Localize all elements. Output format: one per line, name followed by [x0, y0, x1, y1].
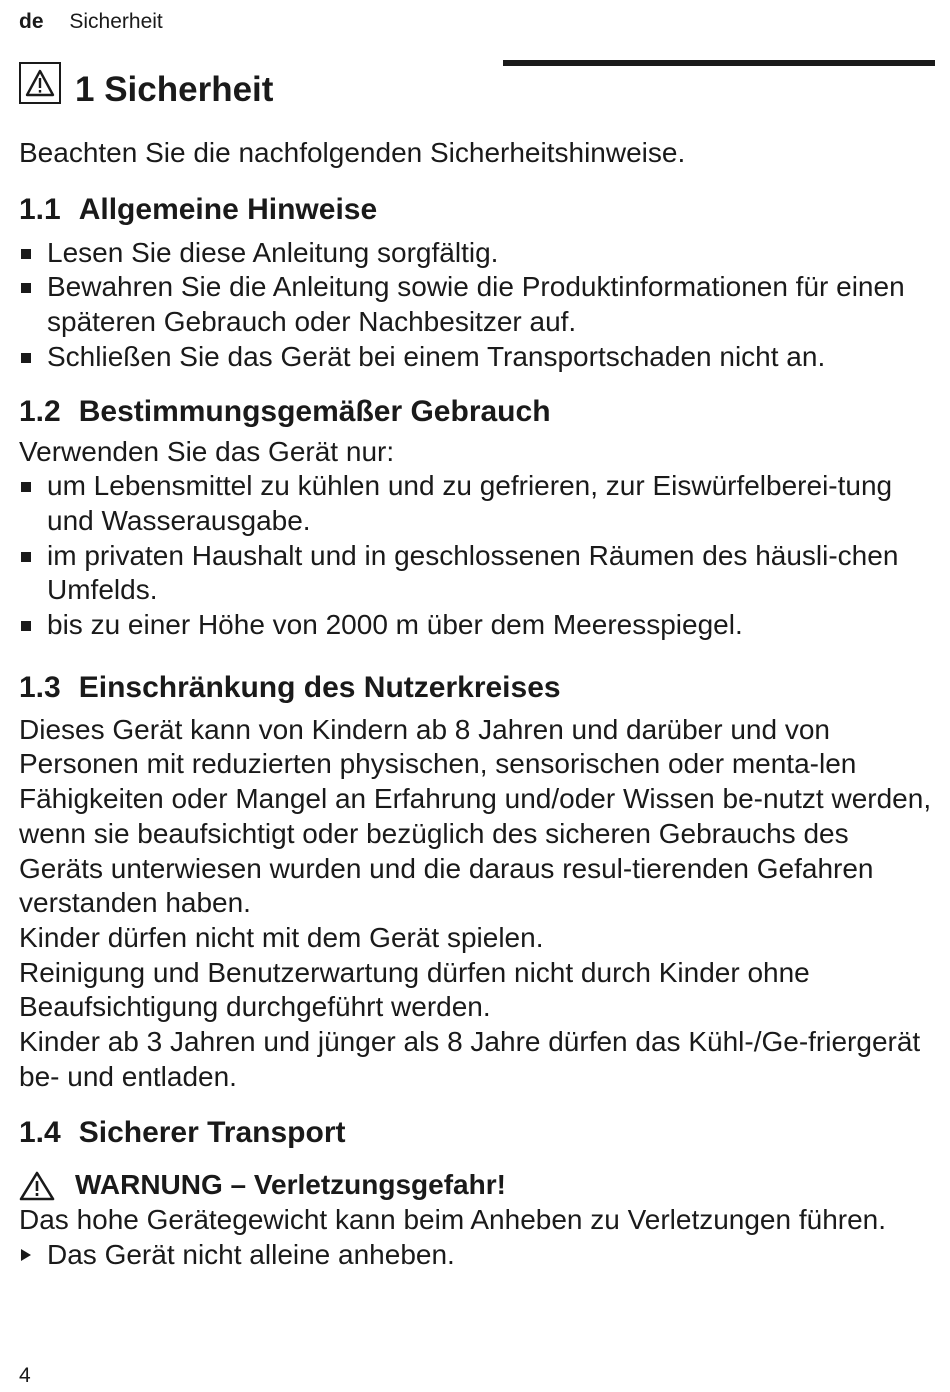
- action-item: [19, 1238, 934, 1273]
- user-restriction-text: [19, 713, 934, 1095]
- section-title: Allgemeine Hinweise: [78, 192, 378, 226]
- chapter-title: [75, 70, 273, 110]
- list-item-text: Schließen Sie das Gerät bei einem Transportschaden nicht an.: [47, 340, 826, 372]
- warning-description: Das hohe Gerätegewicht kann beim Anheben zu Verletzungen führen.: [19, 1204, 887, 1236]
- section-1-1-heading: [19, 192, 934, 228]
- list-item-text: bis zu einer Höhe von 2000 m über dem Meeresspiegel.: [47, 609, 743, 641]
- section-1-3-heading: [19, 670, 934, 706]
- section-number: 1.1: [19, 192, 61, 226]
- list-item-text: im privaten Haushalt und in geschlossenen Räumen des häusli-chen Umfelds.: [47, 539, 899, 606]
- bullet-icon: [21, 353, 31, 363]
- list-item: [19, 539, 934, 608]
- section-title: Einschränkung des Nutzerkreises: [78, 670, 561, 704]
- list-item: [19, 340, 934, 375]
- paragraph: Dieses Gerät kann von Kindern ab 8 Jahren und darüber und von Personen mit reduzierten physischen, sensorischen oder menta-len Fähigkeiten oder Mangel an Erfahrung und/oder Wissen be-nutzt werden, wenn sie beaufsichtigt oder bezüglich des sicheren Gebrauchs des Geräts unterwiesen wurden und die daraus resul-tierenden Gefahren verstanden haben.: [19, 713, 932, 919]
- intro-text: Beachten Sie die nachfolgenden Sicherheitshinweise.: [19, 137, 686, 168]
- paragraph: Kinder dürfen nicht mit dem Gerät spielen.: [19, 921, 544, 953]
- section-1-4-heading: [19, 1115, 934, 1151]
- section-title: Bestimmungsgemäßer Gebrauch: [78, 394, 551, 428]
- section-1-2-heading: [19, 394, 934, 430]
- page-header: [19, 10, 163, 34]
- intended-use-list: [19, 469, 934, 643]
- bullet-icon: [21, 621, 31, 631]
- main-content: [19, 136, 934, 1273]
- list-item: [19, 236, 934, 271]
- warning-triangle-icon: [19, 1171, 55, 1201]
- list-item-text: Bewahren Sie die Anleitung sowie die Produktinformationen für einen späteren Gebrauch oder Nachbesitzer auf.: [47, 271, 905, 338]
- bullet-icon: [21, 482, 31, 492]
- bullet-icon: [21, 552, 31, 562]
- list-item-text: Lesen Sie diese Anleitung sorgfältig.: [47, 236, 499, 268]
- chapter-title-text: Sicherheit: [104, 70, 274, 109]
- chapter-heading: [19, 62, 273, 110]
- intended-use-lead: Verwenden Sie das Gerät nur:: [19, 435, 395, 467]
- header-section: Sicherheit: [69, 10, 163, 33]
- action-list: [19, 1238, 934, 1273]
- list-item: [19, 469, 934, 538]
- bullet-icon: [21, 283, 31, 293]
- warning-text: WARNUNG – Verletzungsgefahr!: [75, 1169, 506, 1201]
- language-code: de: [19, 10, 44, 33]
- paragraph: Kinder ab 3 Jahren und jünger als 8 Jahre dürfen das Kühl-/Ge-friergerät be- und entladen.: [19, 1026, 921, 1092]
- section-number: 1.4: [19, 1116, 61, 1150]
- section-number: 1.3: [19, 670, 61, 704]
- page-number: 4: [19, 1364, 31, 1387]
- section-title: Sicherer Transport: [78, 1116, 346, 1150]
- action-text: Das Gerät nicht alleine anheben.: [47, 1238, 455, 1270]
- warning-heading: [19, 1168, 934, 1203]
- warning-triangle-icon: [19, 62, 61, 104]
- general-notes-list: [19, 236, 934, 375]
- bullet-icon: [21, 249, 31, 259]
- action-arrow-icon: [21, 1249, 31, 1261]
- section-number: 1.2: [19, 394, 61, 428]
- header-rule: [503, 60, 935, 66]
- list-item: [19, 270, 934, 339]
- chapter-number: 1: [75, 70, 95, 109]
- list-item-text: um Lebensmittel zu kühlen und zu gefrieren, zur Eiswürfelberei-tung und Wasserausgabe.: [47, 470, 893, 536]
- paragraph: Reinigung und Benutzerwartung dürfen nicht durch Kinder ohne Beaufsichtigung durchgeführt werden.: [19, 956, 810, 1023]
- list-item: [19, 608, 934, 643]
